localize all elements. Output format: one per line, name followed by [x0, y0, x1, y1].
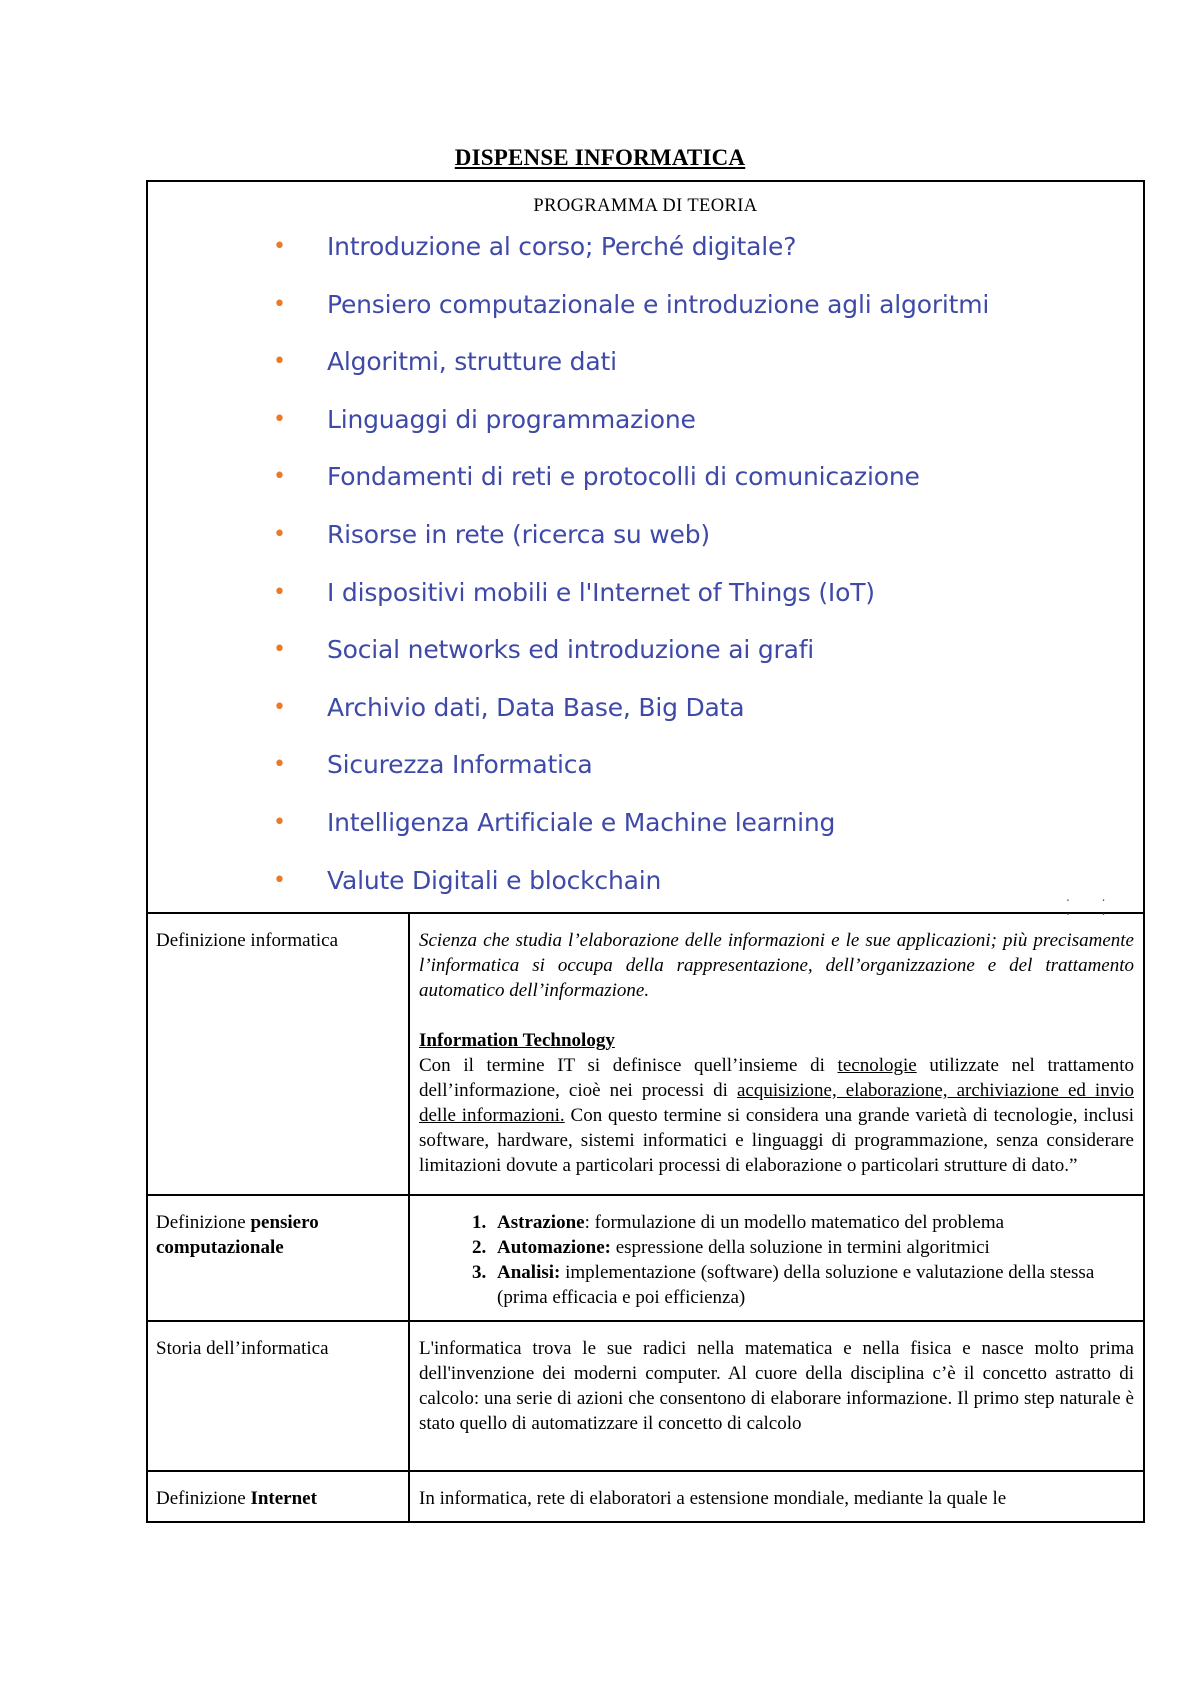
program-heading: PROGRAMMA DI TEORIA	[533, 196, 758, 216]
step-text: : formulazione di un modello matematico del problema	[584, 1212, 1005, 1233]
program-cell	[147, 181, 1144, 918]
program-item-label: Valute Digitali e blockchain	[327, 865, 662, 895]
definition-text: Scienza che studia l’elaborazione delle informazioni e le sue applicazioni; più precisamente l’informatica si occupa della rappresentazione, dell’organizzazione e del trattamento automatico dell’informazione.	[419, 930, 1134, 1001]
bullet-icon: •	[273, 521, 286, 547]
program-item	[273, 232, 989, 290]
bullet-icon: •	[273, 637, 286, 663]
program-item-label: Algoritmi, strutture dati	[327, 347, 617, 377]
it-text-2: utilizzate nel trattamento dell’informazione, cioè nei processi di	[419, 1055, 1135, 1101]
content-definizione-internet: In informatica, rete di elaboratori a estensione mondiale, mediante la quale le	[409, 1471, 1144, 1522]
program-row	[147, 181, 1144, 913]
program-item-label: I dispositivi mobili e l'Internet of Things (IoT)	[327, 577, 875, 607]
row-pensiero-computazionale	[147, 1195, 1144, 1321]
it-text-1: Con il termine IT si definisce quell’insieme di	[419, 1055, 838, 1076]
step-term: Automazione:	[497, 1237, 611, 1258]
row-storia-informatica	[147, 1321, 1144, 1471]
program-item-label: Social networks ed introduzione ai grafi	[327, 635, 815, 665]
bullet-icon: •	[273, 464, 286, 490]
program-item	[273, 290, 989, 348]
program-item	[273, 808, 989, 866]
step-term: Astrazione	[497, 1212, 585, 1233]
label-definizione-internet	[147, 1471, 409, 1522]
label-pensiero-computazionale	[147, 1195, 409, 1321]
bullet-icon: •	[273, 349, 286, 375]
link-acquisizione[interactable]: acquisizione, elaborazione, archiviazione ed invio delle informazioni.	[419, 1080, 1134, 1126]
it-text-3: Con questo termine si considera una grande varietà di tecnologie, inclusi software, hardware, sistemi informatici e linguaggi di programmazione, senza considerare limitazioni dovute a particolari processi di elaborazione o particolari strutture di dato.”	[419, 1105, 1135, 1176]
step-item	[491, 1210, 1134, 1235]
steps-list	[419, 1210, 1134, 1310]
bullet-icon: •	[273, 291, 286, 317]
program-item	[273, 578, 989, 636]
bullet-icon: •	[273, 694, 286, 720]
program-item-label: Pensiero computazionale e introduzione agli algoritmi	[327, 289, 990, 319]
content-table	[146, 180, 1145, 1523]
program-list	[273, 232, 989, 923]
bullet-icon: •	[273, 406, 286, 432]
artifact-dots: . . . .	[1066, 890, 1120, 918]
step-item	[491, 1235, 1134, 1260]
bullet-icon: •	[273, 809, 286, 835]
bullet-icon: •	[273, 752, 286, 778]
label-bold: Internet	[250, 1488, 317, 1509]
step-item	[491, 1260, 1134, 1310]
program-item	[273, 520, 989, 578]
content-storia-informatica: L'informatica trova le sue radici nella matematica e nella fisica e nasce molto prima dell'invenzione dei moderni computer. Al cuore della disciplina c’è il concetto astratto di calcolo: una serie di azioni che consentono di elaborare informazione. Il primo step naturale è stato quello di automatizzare il concetto di calcolo	[409, 1321, 1144, 1471]
program-item	[273, 750, 989, 808]
row-definizione-internet	[147, 1471, 1144, 1522]
program-item	[273, 347, 989, 405]
row-definizione-informatica	[147, 913, 1144, 1195]
program-item-label: Sicurezza Informatica	[327, 750, 593, 780]
label-prefix: Definizione	[156, 1212, 251, 1233]
program-item	[273, 693, 989, 751]
bullet-icon: •	[273, 579, 286, 605]
bullet-icon: •	[273, 867, 286, 893]
link-tecnologie[interactable]: tecnologie	[837, 1055, 917, 1076]
step-term: Analisi:	[497, 1262, 561, 1283]
step-text: implementazione (software) della soluzione e valutazione della stessa (prima efficacia e poi efficienza)	[497, 1262, 1095, 1308]
label-storia-informatica: Storia dell’informatica	[147, 1321, 409, 1471]
program-item	[273, 405, 989, 463]
content-pensiero-computazionale	[409, 1195, 1144, 1321]
program-item	[273, 866, 989, 924]
it-heading: Information Technology	[419, 1030, 615, 1051]
label-prefix: Definizione	[156, 1488, 251, 1509]
program-item-label: Linguaggi di programmazione	[327, 404, 696, 434]
content-definizione-informatica	[409, 913, 1144, 1195]
program-item	[273, 462, 989, 520]
program-item-label: Risorse in rete (ricerca su web)	[327, 519, 710, 549]
program-item-label: Introduzione al corso; Perché digitale?	[327, 232, 797, 261]
label-bold: pensiero computazionale	[156, 1212, 319, 1258]
program-item-label: Intelligenza Artificiale e Machine learning	[327, 807, 836, 837]
bullet-icon: •	[273, 234, 286, 259]
step-text: espressione della soluzione in termini algoritmici	[610, 1237, 990, 1258]
program-item-label: Archivio dati, Data Base, Big Data	[327, 692, 745, 722]
program-item	[273, 635, 989, 693]
label-definizione-informatica: Definizione informatica	[147, 913, 409, 1195]
program-item-label: Fondamenti di reti e protocolli di comunicazione	[327, 462, 920, 492]
document-title: DISPENSE INFORMATICA	[454, 145, 746, 170]
